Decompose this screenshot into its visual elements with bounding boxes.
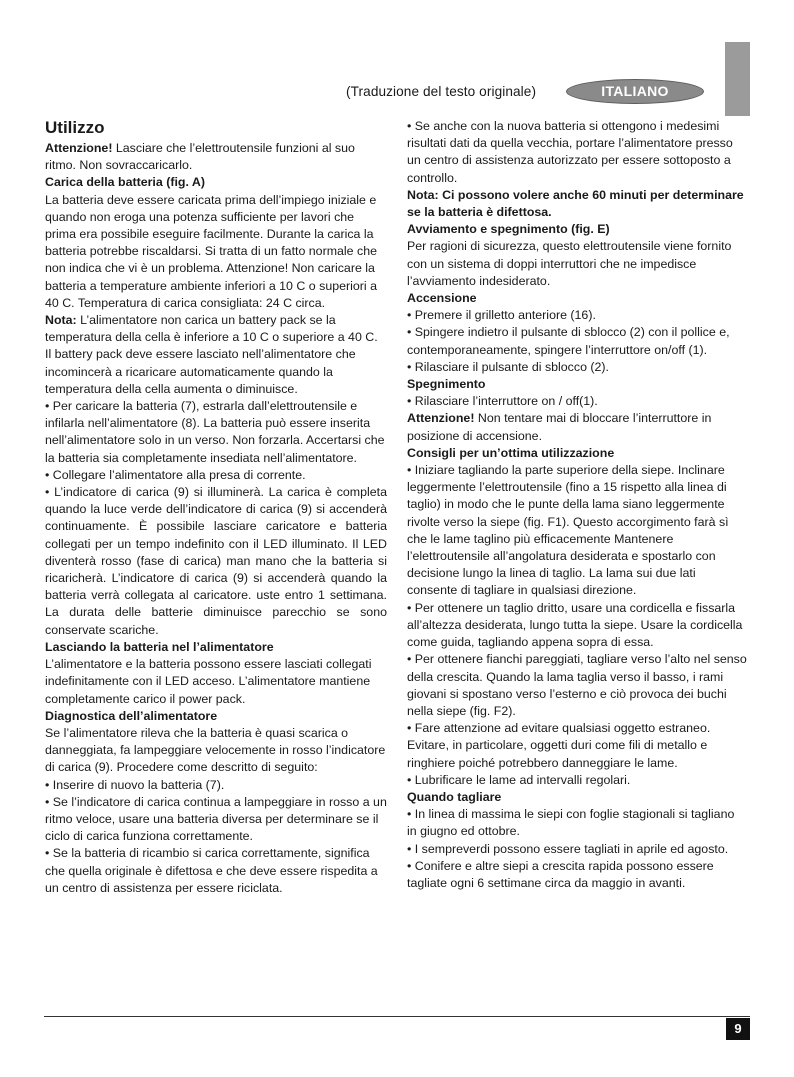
bullet-press-trigger: • Premere il grilletto anteriore (16). — [407, 308, 596, 323]
bullet-tip-straight: • Per ottenere un taglio dritto, usare una cordicella e fissarla all’altezza desiderata, lungo tutta la siepe. Usare la cordicella come guida, tagliando appena sopra di essa. — [407, 600, 743, 650]
bullet-evergreen: • I sempreverdi possono essere tagliati in aprile ed agosto. — [407, 841, 729, 856]
note-paragraph — [45, 312, 387, 398]
section-title: Utilizzo — [45, 118, 105, 137]
paragraph-diagnostics: Se l’alimentatore rileva che la batteria è quasi scarica o danneggiata, fa lampeggiare velocemente in rosso l’indicatore di carica (9). Procedere come descritto di seguito: — [45, 725, 386, 775]
bullet-charge-indicator: • L’indicatore di carica (9) si illuminerà. La carica è completa quando la luce verde dell’indicatore di carica (9) si accenderà continuamente. È possibile lasciare caricatore e batteria collegati per un tempo indefinito con il LED illuminato. Il LED diventerà rosso (fase di carica) man mano che la batteria si ricaricherà. L’indicatore di carica (9) si accenderà quando la batteria verrà collegata al caricatore. uste entro 1 settimana. La durata delle batterie diminuisce parecchio se sono conservate scariche. — [45, 485, 387, 637]
footer-divider — [44, 1016, 750, 1017]
bullet-replacement: • Se la batteria di ricambio si carica correttamente, significa che quella originale è difettosa e che deve essere rispedita a un centro di assistenza per essere riciclata. — [45, 846, 378, 895]
bullet-release-lock: • Rilasciare il pulsante di sblocco (2). — [407, 359, 609, 374]
note-text: L’alimentatore non carica un battery pack se la temperatura della cella è inferiore a 10 C o superiore a 40 C. Il battery pack deve essere lasciato nell’alimentatore che incomincerà a ricaricare automaticamente quando la temperatura della cella aumenta o diminuisce. — [45, 313, 378, 396]
language-badge: ITALIANO — [566, 79, 704, 104]
bullet-tip-top: • Iniziare tagliando la parte superiore della siepe. Inclinare leggermente l’elettroutensile (fino a 15 rispetto alla linea di taglio) in modo che le punte della lama siano leggermente rivolte verso la siepe (fig. F1). Questo accorgimento farà sì che le lame taglino più efficacemente Mantenere l’elettroutensile all’angolatura desiderata e spostarlo con decisione lungo la linea di taglio. La lama sui due lati consente di tagliare in qualsiasi direzione. — [407, 463, 729, 598]
translation-note: (Traduzione del testo originale) — [346, 84, 537, 99]
page-number: 9 — [726, 1018, 750, 1040]
bullet-tip-sides: • Per ottenere fianchi pareggiati, tagliare verso l’alto nel senso della crescita. Quando la lama taglia verso il basso, i rami giovani si spostano verso l’esterno e ciò provoca dei buchi nella siepe (fig. F2). — [407, 652, 747, 718]
heading-switch-off: Spegnimento — [407, 377, 486, 392]
bullet-tip-lubricate: • Lubrificare le lame ad intervalli regolari. — [407, 772, 631, 787]
bullet-same-results: • Se anche con la nuova batteria si ottengono i medesimi risultati dati da quella vecchia, portare l’alimentatore presso un centro di assistenza autorizzato per essere sottoposto a controllo. — [407, 119, 733, 185]
note-60-minutes: Nota: Ci possono volere anche 60 minuti per determinare se la batteria è difettosa. — [407, 187, 744, 220]
warning-text: Lasciare che l’elettroutensile funzioni al suo ritmo. Non sovraccaricarlo. — [45, 141, 355, 173]
bullet-conifers: • Conifere e altre siepi a crescita rapida possono essere tagliate ogni 6 settimane circa da maggio in avanti. — [407, 858, 714, 890]
bullet-insert-battery: • Per caricare la batteria (7), estrarla dall’elettroutensile e infilarla nell’alimentatore (8). La batteria può essere inserita nell’alimentatore solo in un verso. Non forzarla. Accertarsi che la batteria sia completamente insediata nell’alimentatore. — [45, 399, 385, 465]
bullet-reinsert: • Inserire di nuovo la batteria (7). — [45, 777, 225, 792]
paragraph-start-stop: Per ragioni di sicurezza, questo elettroutensile viene fornito con un sistema di doppi interruttori che ne impedisce l’avviamento indesiderato. — [407, 239, 732, 288]
warning-lock-switch — [407, 410, 747, 444]
heading-switch-on: Accensione — [407, 291, 477, 306]
section-side-tab — [725, 42, 750, 116]
right-column — [407, 118, 747, 892]
bullet-release-switch: • Rilasciare l’interruttore on / off(1). — [407, 394, 598, 409]
bullet-blinking: • Se l’indicatore di carica continua a lampeggiare in rosso a un ritmo veloce, usare una batteria diversa per determinare se il ciclo di carica funziona correttamente. — [45, 794, 387, 844]
paragraph-charge: La batteria deve essere caricata prima dell’impiego iniziale e quando non eroga una potenza sufficiente per lavori che prima era possibile eseguire facilmente. Durante la carica la batteria potrebbe riscaldarsi. Si tratta di un fatto normale che non indica che vi è un problema. Attenzione! Non caricare la batteria a temperature ambiente inferiori a 10 C o superiori a 40 C. Temperatura di carica consigliata: 24 C circa. — [45, 192, 377, 310]
bullet-push-lock: • Spingere indietro il pulsante di sblocco (2) con il pollice e, contemporaneamente, spingere l’interruttore on/off (1). — [407, 325, 730, 357]
heading-leave-battery: Lasciando la batteria nel l’alimentatore — [45, 639, 274, 654]
heading-start-stop: Avviamento e spegnimento (fig. E) — [407, 222, 610, 237]
heading-tips: Consigli per un’ottima utilizzazione — [407, 445, 615, 460]
paragraph-leave-battery: L’alimentatore e la batteria possono essere lasciati collegati indefinitamente con il LED acceso. L’alimentatore mantiene completamente carico il power pack. — [45, 657, 372, 706]
warning-label: Attenzione! — [45, 141, 113, 155]
left-column — [45, 117, 387, 897]
warning-label: Attenzione! — [407, 411, 475, 426]
warning-paragraph — [45, 140, 387, 174]
bullet-seasonal: • In linea di massima le siepi con foglie stagionali si tagliano in giugno ed ottobre. — [407, 807, 735, 839]
bullet-plug-charger: • Collegare l’alimentatore alla presa di corrente. — [45, 467, 306, 482]
heading-when-to-cut: Quando tagliare — [407, 789, 502, 804]
bullet-tip-foreign-objects: • Fare attenzione ad evitare qualsiasi oggetto estraneo. Evitare, in particolare, oggetti duri come fili di metallo e ringhiere poiché potrebbero danneggiare le lame. — [407, 721, 711, 770]
warning-text: Non tentare mai di bloccare l’interruttore in posizione di accensione. — [407, 411, 712, 443]
heading-diagnostics: Diagnostica dell’alimentatore — [45, 708, 218, 723]
note-label: Nota: — [45, 313, 77, 328]
heading-charge: Carica della batteria (fig. A) — [45, 175, 205, 190]
